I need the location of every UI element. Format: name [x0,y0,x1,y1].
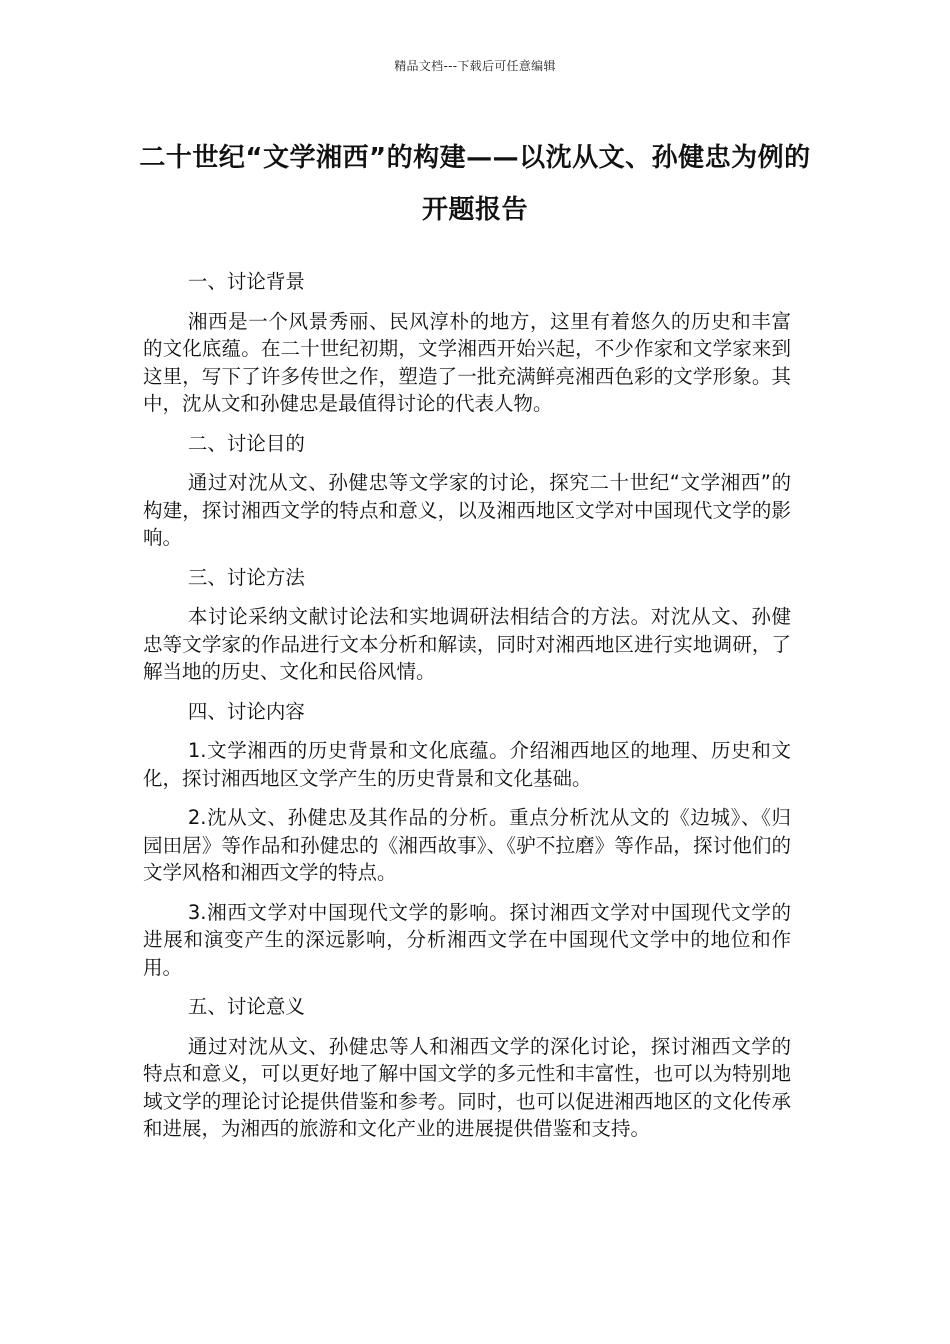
section-heading-significance: 五、讨论意义 [187,995,305,1018]
document-body [143,268,791,1155]
section-heading-method: 三、讨论方法 [187,565,305,589]
header-note: 精品文档---下载后可任意编辑 [394,59,556,73]
section-heading-purpose: 二、讨论目的 [187,431,305,455]
section-paragraph: 湘西是一个风景秀丽、民风淳朴的地方，这里有着悠久的历史和丰富的文化底蕴。在二十世纪初期，文学湘西开始兴起，不少作家和文学家来到这里，写下了许多传世之作，塑造了一批充满鲜亮湘西色彩的文学形象。其中，沈从文和孙健忠是最值得讨论的代表人物。 [143,309,791,415]
section-paragraph: 通过对沈从文、孙健忠等文学家的讨论，探究二十世纪“文学湘西”的构建，探讨湘西文学的特点和意义，以及湘西地区文学对中国现代文学的影响。 [143,471,791,549]
section-paragraph: 通过对沈从文、孙健忠等人和湘西文学的深化讨论，探讨湘西文学的特点和意义，可以更好地了解中国文学的多元性和丰富性，也可以为特别地域文学的理论讨论提供借鉴和参考。同时，也可以促进湘西地区的文化传承和进展，为湘西的旅游和文化产业的进展提供借鉴和支持。 [143,1034,791,1140]
section-heading-content: 四、讨论内容 [187,699,305,723]
section-heading-background: 一、讨论背景 [187,270,305,293]
section-paragraph: 3.湘西文学对中国现代文学的影响。探讨湘西文学对中国现代文学的进展和演变产生的深远影响，分析湘西文学在中国现代文学中的地位和作用。 [143,900,791,979]
section-paragraph: 本讨论采纳文献讨论法和实地调研法相结合的方法。对沈从文、孙健忠等文学家的作品进行文本分析和解读，同时对湘西地区进行实地调研，了解当地的历史、文化和民俗风情。 [143,605,791,683]
document-title: 二十世纪“文学湘西”的构建——以沈从文、孙健忠为例的开题报告 [139,143,811,225]
section-paragraph: 1.文学湘西的历史背景和文化底蕴。介绍湘西地区的地理、历史和文化，探讨湘西地区文学产生的历史背景和文化基础。 [143,739,791,790]
section-paragraph: 2.沈从文、孙健忠及其作品的分析。重点分析沈从文的《边城》、《归园田居》等作品和孙健忠的《湘西故事》、《驴不拉磨》等作品，探讨他们的文学风格和湘西文学的特点。 [143,806,791,884]
